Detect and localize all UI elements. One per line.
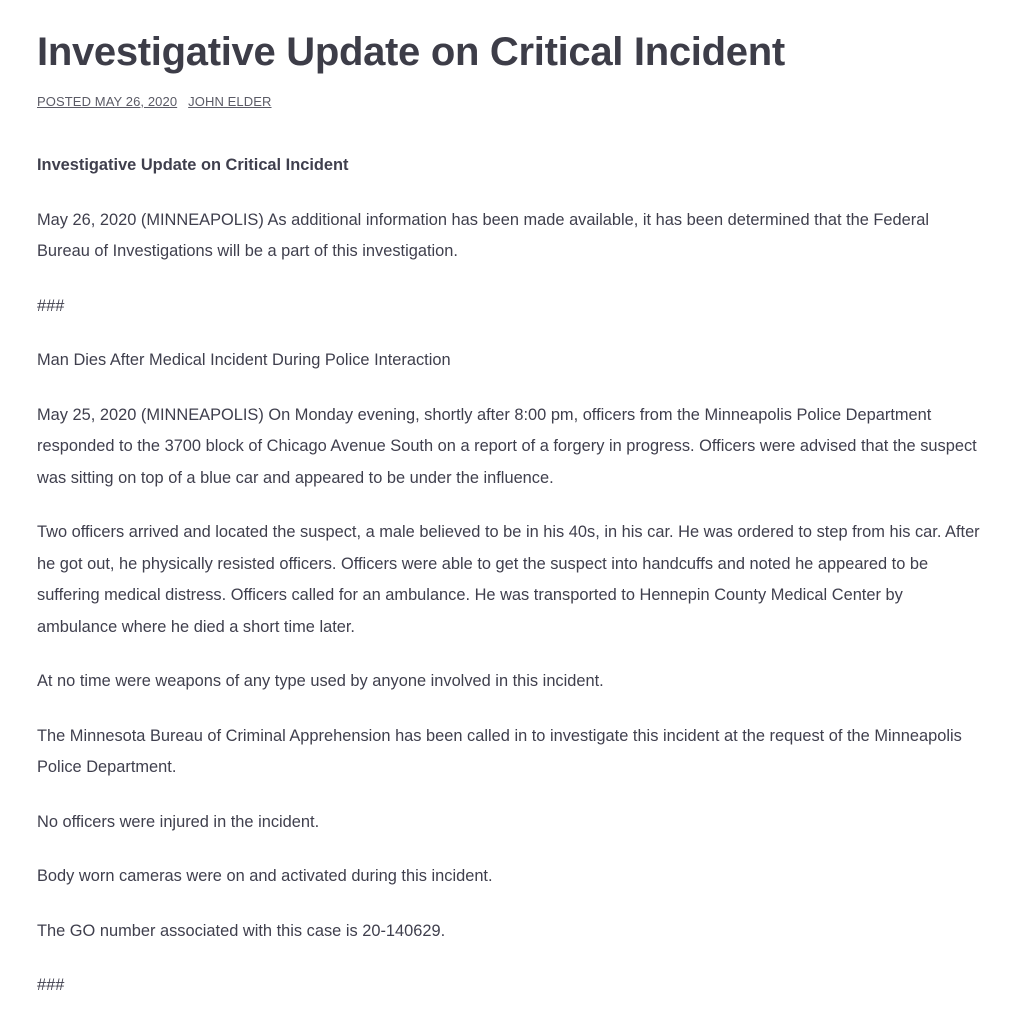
author-link[interactable]: JOHN ELDER xyxy=(188,94,272,109)
content-paragraph: Body worn cameras were on and activated during this incident. xyxy=(37,867,493,885)
post-meta xyxy=(37,93,272,111)
content-paragraph: At no time were weapons of any type used by anyone involved in this incident. xyxy=(37,672,604,690)
content-separator: ### xyxy=(37,296,65,315)
content-heading: Investigative Update on Critical Incident xyxy=(37,156,349,174)
content-paragraph: May 25, 2020 (MINNEAPOLIS) On Monday evening, shortly after 8:00 pm, officers from the Minneapolis Police Department responded to the 3700 block of Chicago Avenue South on a report of a forgery in progress. Officers were advised that the suspect was sitting on top of a blue car and appeared to be under the influence. xyxy=(37,405,977,487)
content-paragraph: Man Dies After Medical Incident During Police Interaction xyxy=(37,351,451,369)
content-paragraph: May 26, 2020 (MINNEAPOLIS) As additional information has been made available, it has been determined that the Federal Bureau of Investigations will be a part of this investigation. xyxy=(37,210,929,260)
content-paragraph: The GO number associated with this case is 20-140629. xyxy=(37,921,446,940)
post-content xyxy=(37,150,982,1025)
content-paragraph: No officers were injured in the incident. xyxy=(37,812,320,831)
content-paragraph: Two officers arrived and located the suspect, a male believed to be in his 40s, in his car. He was ordered to step from his car. After he got out, he physically resisted officers. Officers were able to get the suspect into handcuffs and noted he appeared to be suffering medical distress. Officers called for an ambulance. He was transported to Hennepin County Medical Center by ambulance where he died a short time later. xyxy=(37,523,980,636)
posted-date-link[interactable]: POSTED MAY 26, 2020 xyxy=(37,94,178,109)
page-title: Investigative Update on Critical Incident xyxy=(37,30,785,74)
content-separator: ### xyxy=(37,976,65,994)
content-paragraph: The Minnesota Bureau of Criminal Apprehension has been called in to investigate this incident at the request of the Minneapolis Police Department. xyxy=(37,726,962,776)
